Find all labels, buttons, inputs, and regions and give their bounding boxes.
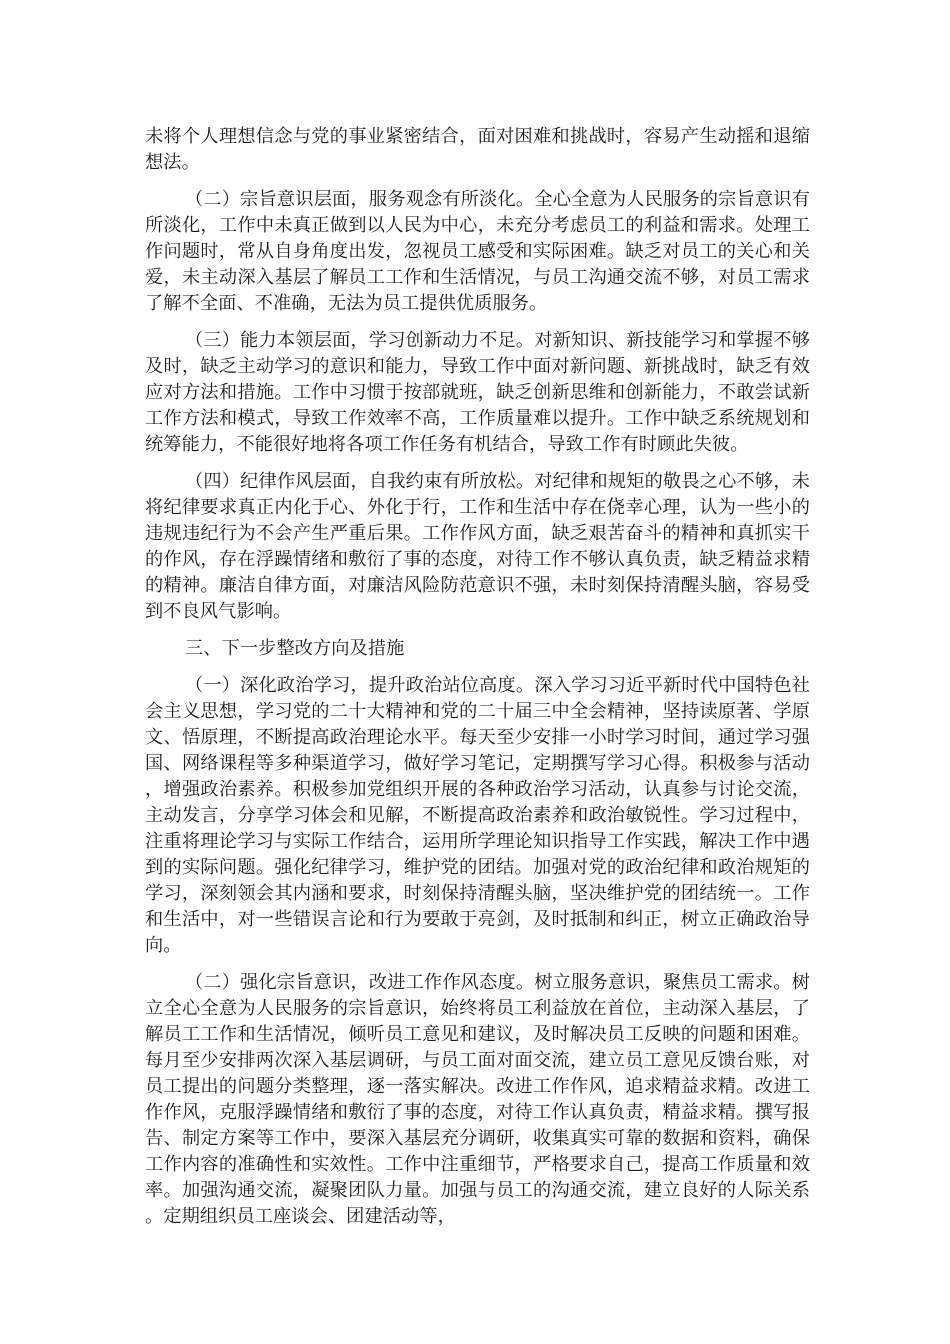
- paragraph-discipline: （四）纪律作风层面，自我约束有所放松。对纪律和规矩的敬畏之心不够，未将纪律要求真正内化于心、外化于行，工作和生活中存在侥幸心理，认为一些小的违规违纪行为不会产生严重后果。工作作风方面，缺乏艰苦奋斗的精神和真抓实干的作风，存在浮躁情绪和敷衍了事的态度，对待工作不够认真负责，缺乏精益求精的精神。廉洁自律方面，对廉洁风险防范意识不强，未时刻保持清醒头脑，容易受到不良风气影响。: [145, 471, 810, 622]
- document-page: [145, 124, 810, 1241]
- paragraph-work-style: （二）强化宗旨意识，改进工作作风态度。树立服务意识，聚焦员工需求。树立全心全意为人民服务的宗旨意识，始终将员工利益放在首位，主动深入基层，了解员工工作和生活情况，倾听员工意见和建议，及时解决员工反映的问题和困难。每月至少安排两次深入基层调研，与员工面对面交流，建立员工意见反馈台账，对员工提出的问题分类整理，逐一落实解决。改进工作作风，追求精益求精。改进工作作风，克服浮躁情绪和敷衍了事的态度，对待工作认真负责，精益求精。撰写报告、制定方案等工作中，要深入基层充分调研，收集真实可靠的数据和资料，确保工作内容的准确性和实效性。工作中注重细节，严格要求自己，提高工作质量和效率。加强沟通交流，凝聚团队力量。加强与员工的沟通交流，建立良好的人际关系。定期组织员工座谈会、团建活动等，: [145, 972, 810, 1227]
- paragraph-political-study: （一）深化政治学习，提升政治站位高度。深入学习习近平新时代中国特色社会主义思想，学习党的二十大精神和党的二十届三中全会精神，坚持读原著、学原文、悟原理，不断提高政治理论水平。每天至少安排一小时学习时间，通过学习强国、网络课程等多种渠道学习，做好学习笔记，定期撰写学习心得。积极参与活动，增强政治素养。积极参加党组织开展的各种政治学习活动，认真参与讨论交流，主动发言，分享学习体会和见解，不断提高政治素养和政治敏锐性。学习过程中，注重将理论学习与实际工作结合，运用所学理论知识指导工作实践，解决工作中遇到的实际问题。强化纪律学习，维护党的团结。加强对党的政治纪律和政治规矩的学习，深刻领会其内涵和要求，时刻保持清醒头脑，坚决维护党的团结统一。工作和生活中，对一些错误言论和行为要敢于亮剑，及时抵制和纠正，树立正确政治导向。: [145, 675, 810, 956]
- paragraph-ability: （三）能力本领层面，学习创新动力不足。对新知识、新技能学习和掌握不够及时，缺乏主动学习的意识和能力，导致工作中面对新问题、新挑战时，缺乏有效应对方法和措施。工作中习惯于按部就班，缺乏创新思维和创新能力，不敢尝试新工作方法和模式，导致工作效率不高，工作质量难以提升。工作中缺乏系统规划和统筹能力，不能很好地将各项工作任务有机结合，导致工作有时顾此失彼。: [145, 330, 810, 455]
- paragraph-continued: 未将个人理想信念与党的事业紧密结合，面对困难和挑战时，容易产生动摇和退缩想法。: [145, 126, 810, 173]
- section-heading: 三、下一步整改方向及措施: [185, 638, 405, 659]
- paragraph-purpose-awareness: （二）宗旨意识层面，服务观念有所淡化。全心全意为人民服务的宗旨意识有所淡化，工作中未真正做到以人民为中心，未充分考虑员工的利益和需求。处理工作问题时，常从自身角度出发，忽视员工感受和实际困难。缺乏对员工的关心和关爱，未主动深入基层了解员工工作和生活情况，与员工沟通交流不够，对员工需求了解不全面、不准确，无法为员工提供优质服务。: [145, 189, 810, 314]
